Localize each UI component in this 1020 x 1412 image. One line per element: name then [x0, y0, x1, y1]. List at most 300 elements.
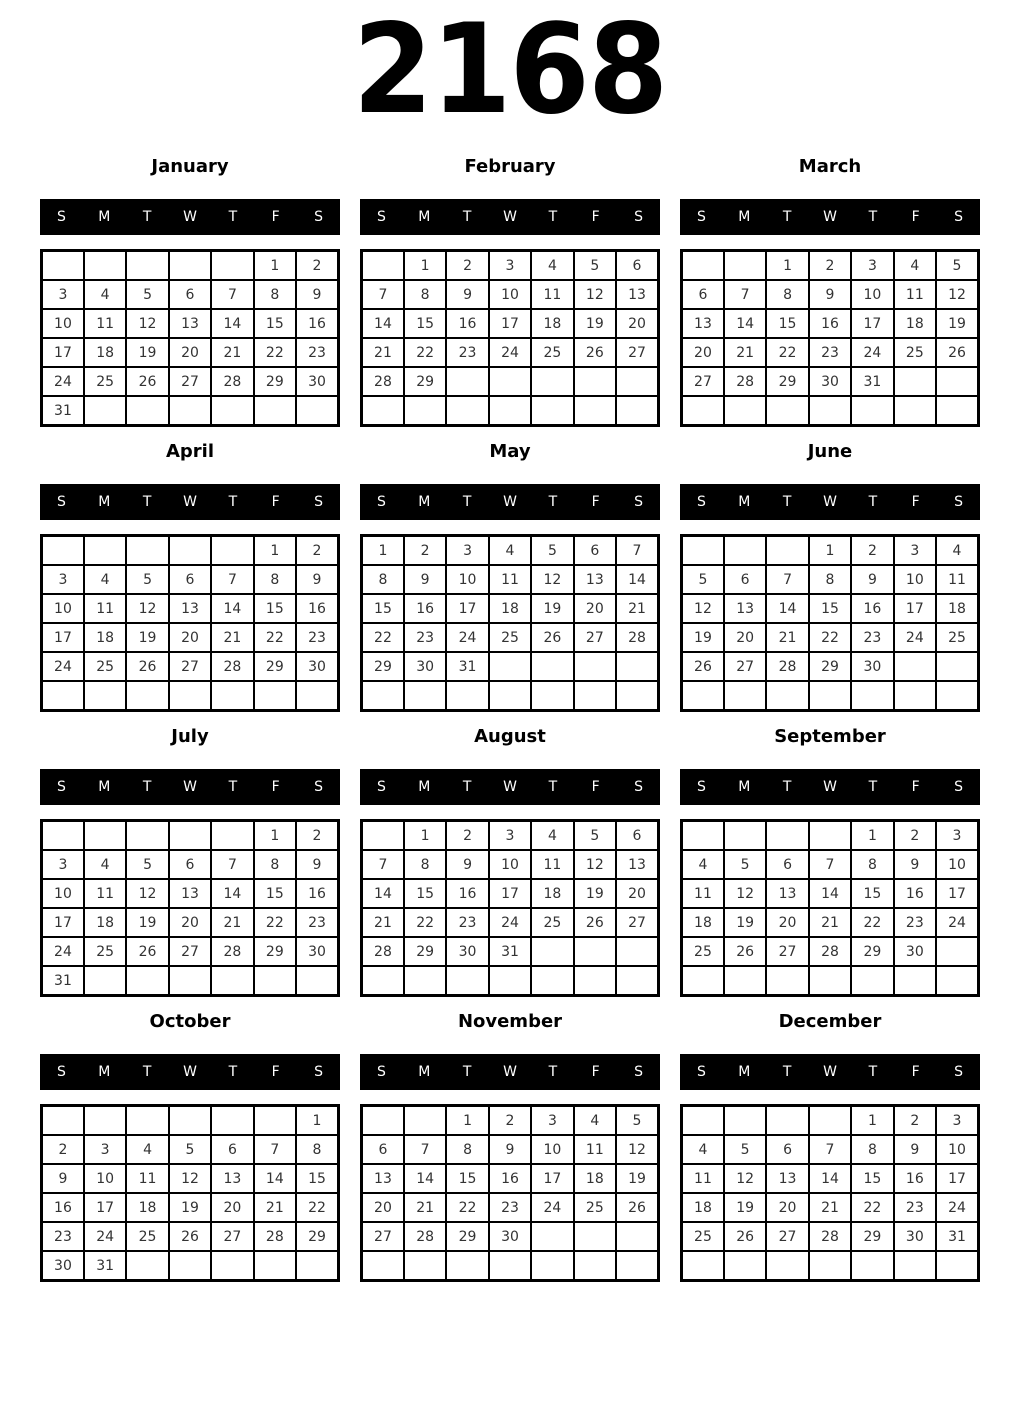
weekday-header-row — [680, 1054, 980, 1090]
day-cell: 29 — [404, 937, 446, 966]
day-cell: 22 — [851, 1193, 893, 1222]
weekday-label: W — [823, 1064, 837, 1080]
weekday-label: T — [142, 779, 152, 795]
week-row — [682, 821, 979, 851]
day-cell: 4 — [489, 536, 531, 566]
day-cell-empty — [531, 937, 573, 966]
day-cell: 6 — [766, 1135, 808, 1164]
day-cell: 3 — [489, 251, 531, 281]
day-cell: 14 — [809, 1164, 851, 1193]
day-cell: 22 — [809, 623, 851, 652]
day-cell: 5 — [126, 850, 168, 879]
week-row — [682, 1135, 979, 1164]
week-row — [42, 1193, 339, 1222]
week-row — [362, 536, 659, 566]
day-cell: 1 — [254, 251, 296, 281]
day-cell: 3 — [894, 536, 936, 566]
day-cell-empty — [531, 1222, 573, 1251]
day-cell-empty — [446, 681, 488, 711]
day-cell: 8 — [446, 1135, 488, 1164]
day-cell: 11 — [682, 1164, 724, 1193]
weekday-label: M — [418, 779, 431, 795]
day-cell: 27 — [574, 623, 616, 652]
week-row — [682, 966, 979, 996]
day-cell: 9 — [42, 1164, 84, 1193]
weekday-header-row — [680, 199, 980, 235]
day-cell: 15 — [851, 879, 893, 908]
week-row — [682, 1222, 979, 1251]
weekday-label: M — [98, 209, 111, 225]
day-cell: 23 — [296, 908, 338, 937]
weekday-header-row — [360, 1054, 660, 1090]
day-cell: 26 — [616, 1193, 658, 1222]
week-row — [42, 821, 339, 851]
week-row — [362, 1106, 659, 1136]
day-cell: 28 — [809, 937, 851, 966]
month-date-grid — [680, 819, 980, 997]
day-cell: 18 — [84, 338, 126, 367]
weekday-label: S — [634, 209, 644, 225]
day-cell: 20 — [169, 908, 211, 937]
day-cell-empty — [296, 966, 338, 996]
day-cell-empty — [169, 1251, 211, 1281]
month-date-grid — [40, 1104, 340, 1282]
day-cell: 18 — [682, 1193, 724, 1222]
day-cell: 28 — [724, 367, 766, 396]
day-cell: 8 — [809, 565, 851, 594]
day-cell: 1 — [362, 536, 404, 566]
weekday-label: S — [376, 494, 386, 510]
day-cell: 24 — [894, 623, 936, 652]
day-cell: 25 — [84, 937, 126, 966]
day-cell-empty — [362, 681, 404, 711]
day-cell: 3 — [42, 280, 84, 309]
day-cell-empty — [489, 966, 531, 996]
day-cell: 19 — [531, 594, 573, 623]
day-cell: 26 — [574, 338, 616, 367]
day-cell-empty — [169, 821, 211, 851]
day-cell: 18 — [531, 879, 573, 908]
day-cell: 26 — [574, 908, 616, 937]
week-row — [42, 652, 339, 681]
day-cell-empty — [254, 1106, 296, 1136]
day-cell: 12 — [936, 280, 978, 309]
day-cell-empty — [446, 367, 488, 396]
day-cell: 9 — [894, 1135, 936, 1164]
week-row — [362, 908, 659, 937]
day-cell: 13 — [211, 1164, 253, 1193]
day-cell-empty — [254, 681, 296, 711]
day-cell: 19 — [724, 1193, 766, 1222]
day-cell: 18 — [84, 908, 126, 937]
day-cell: 15 — [809, 594, 851, 623]
weekday-label: S — [634, 1064, 644, 1080]
week-row — [362, 280, 659, 309]
day-cell: 12 — [126, 879, 168, 908]
day-cell: 13 — [362, 1164, 404, 1193]
day-cell: 2 — [296, 821, 338, 851]
day-cell: 1 — [446, 1106, 488, 1136]
month-date-grid-body — [682, 251, 979, 426]
day-cell: 6 — [362, 1135, 404, 1164]
day-cell: 12 — [616, 1135, 658, 1164]
day-cell: 16 — [851, 594, 893, 623]
day-cell-empty — [489, 367, 531, 396]
day-cell-empty — [169, 681, 211, 711]
day-cell: 23 — [809, 338, 851, 367]
day-cell: 28 — [404, 1222, 446, 1251]
weekday-label: T — [782, 209, 792, 225]
day-cell: 6 — [724, 565, 766, 594]
day-cell-empty — [362, 1106, 404, 1136]
day-cell: 24 — [42, 652, 84, 681]
day-cell-empty — [169, 396, 211, 426]
weekday-label: W — [503, 779, 517, 795]
day-cell: 23 — [404, 623, 446, 652]
week-row — [42, 594, 339, 623]
day-cell-empty — [531, 681, 573, 711]
day-cell: 7 — [766, 565, 808, 594]
day-cell: 21 — [254, 1193, 296, 1222]
week-row — [42, 396, 339, 426]
day-cell: 26 — [126, 652, 168, 681]
month-february — [360, 156, 660, 427]
week-row — [362, 594, 659, 623]
day-cell: 8 — [404, 280, 446, 309]
day-cell-empty — [809, 1251, 851, 1281]
day-cell: 10 — [42, 879, 84, 908]
day-cell-empty — [574, 681, 616, 711]
day-cell: 25 — [531, 908, 573, 937]
day-cell-empty — [936, 966, 978, 996]
day-cell: 6 — [682, 280, 724, 309]
week-row — [42, 1135, 339, 1164]
day-cell-empty — [936, 367, 978, 396]
weekday-label: W — [183, 494, 197, 510]
day-cell: 3 — [531, 1106, 573, 1136]
day-cell: 17 — [42, 908, 84, 937]
day-cell: 20 — [362, 1193, 404, 1222]
month-date-grid-body — [362, 1106, 659, 1281]
week-row — [682, 338, 979, 367]
day-cell-empty — [682, 396, 724, 426]
day-cell-empty — [84, 1106, 126, 1136]
day-cell: 24 — [446, 623, 488, 652]
day-cell: 1 — [254, 821, 296, 851]
weekday-label: W — [183, 209, 197, 225]
day-cell: 19 — [616, 1164, 658, 1193]
month-date-grid — [360, 249, 660, 427]
day-cell: 3 — [851, 251, 893, 281]
day-cell-empty — [682, 536, 724, 566]
day-cell: 3 — [84, 1135, 126, 1164]
month-date-grid — [680, 534, 980, 712]
day-cell: 15 — [254, 309, 296, 338]
weekday-label: T — [462, 779, 472, 795]
day-cell: 26 — [169, 1222, 211, 1251]
day-cell: 27 — [169, 937, 211, 966]
day-cell: 18 — [894, 309, 936, 338]
day-cell-empty — [531, 396, 573, 426]
day-cell: 20 — [616, 879, 658, 908]
day-cell-empty — [894, 396, 936, 426]
month-date-grid-body — [42, 251, 339, 426]
day-cell: 5 — [169, 1135, 211, 1164]
day-cell: 7 — [211, 850, 253, 879]
weekday-header-row — [40, 769, 340, 805]
day-cell: 2 — [42, 1135, 84, 1164]
day-cell: 5 — [616, 1106, 658, 1136]
day-cell: 2 — [894, 1106, 936, 1136]
week-row — [362, 1135, 659, 1164]
day-cell-empty — [84, 536, 126, 566]
day-cell: 22 — [362, 623, 404, 652]
day-cell-empty — [574, 937, 616, 966]
day-cell: 14 — [616, 565, 658, 594]
day-cell: 30 — [809, 367, 851, 396]
day-cell: 6 — [169, 565, 211, 594]
weekday-label: S — [634, 494, 644, 510]
day-cell: 24 — [489, 908, 531, 937]
day-cell-empty — [809, 966, 851, 996]
day-cell: 17 — [42, 623, 84, 652]
day-cell-empty — [211, 536, 253, 566]
day-cell: 13 — [682, 309, 724, 338]
week-row — [682, 937, 979, 966]
day-cell: 13 — [616, 280, 658, 309]
day-cell-empty — [126, 821, 168, 851]
day-cell: 25 — [682, 937, 724, 966]
day-cell-empty — [616, 966, 658, 996]
day-cell: 22 — [851, 908, 893, 937]
weekday-label: S — [56, 1064, 66, 1080]
day-cell: 25 — [574, 1193, 616, 1222]
day-cell-empty — [404, 396, 446, 426]
day-cell-empty — [254, 966, 296, 996]
day-cell-empty — [84, 251, 126, 281]
day-cell: 8 — [296, 1135, 338, 1164]
day-cell-empty — [682, 821, 724, 851]
day-cell: 27 — [169, 652, 211, 681]
day-cell: 15 — [404, 879, 446, 908]
day-cell: 20 — [724, 623, 766, 652]
day-cell-empty — [126, 1251, 168, 1281]
day-cell: 10 — [851, 280, 893, 309]
day-cell-empty — [296, 681, 338, 711]
day-cell: 30 — [404, 652, 446, 681]
month-date-grid-body — [362, 821, 659, 996]
month-april — [40, 441, 340, 712]
day-cell-empty — [84, 966, 126, 996]
month-september — [680, 726, 980, 997]
day-cell: 9 — [404, 565, 446, 594]
day-cell: 27 — [682, 367, 724, 396]
day-cell-empty — [809, 1106, 851, 1136]
day-cell: 24 — [936, 1193, 978, 1222]
day-cell: 9 — [296, 565, 338, 594]
day-cell: 22 — [404, 338, 446, 367]
day-cell: 23 — [446, 908, 488, 937]
month-date-grid — [40, 534, 340, 712]
day-cell: 25 — [936, 623, 978, 652]
month-july — [40, 726, 340, 997]
day-cell: 2 — [894, 821, 936, 851]
weekday-label: S — [56, 779, 66, 795]
day-cell: 8 — [851, 850, 893, 879]
day-cell: 27 — [616, 338, 658, 367]
week-row — [362, 367, 659, 396]
weekday-label: M — [418, 1064, 431, 1080]
day-cell-empty — [894, 1251, 936, 1281]
month-date-grid-body — [362, 251, 659, 426]
day-cell-empty — [851, 396, 893, 426]
day-cell: 31 — [446, 652, 488, 681]
month-january — [40, 156, 340, 427]
weekday-label: S — [954, 209, 964, 225]
day-cell-empty — [404, 1251, 446, 1281]
day-cell: 6 — [211, 1135, 253, 1164]
weekday-label: S — [376, 1064, 386, 1080]
day-cell: 10 — [446, 565, 488, 594]
week-row — [42, 1222, 339, 1251]
day-cell-empty — [84, 821, 126, 851]
day-cell-empty — [211, 1251, 253, 1281]
weekday-label: T — [142, 209, 152, 225]
day-cell: 2 — [296, 251, 338, 281]
day-cell-empty — [851, 966, 893, 996]
weekday-label: S — [954, 494, 964, 510]
week-row — [682, 681, 979, 711]
day-cell-empty — [724, 536, 766, 566]
month-title: June — [807, 441, 853, 462]
day-cell: 1 — [404, 821, 446, 851]
day-cell-empty — [362, 966, 404, 996]
weekday-label: S — [56, 494, 66, 510]
day-cell: 25 — [489, 623, 531, 652]
week-row — [682, 536, 979, 566]
day-cell-empty — [574, 966, 616, 996]
day-cell: 11 — [84, 879, 126, 908]
day-cell: 23 — [42, 1222, 84, 1251]
day-cell: 1 — [851, 821, 893, 851]
day-cell-empty — [362, 251, 404, 281]
day-cell: 22 — [254, 908, 296, 937]
day-cell: 5 — [126, 280, 168, 309]
day-cell: 17 — [894, 594, 936, 623]
day-cell: 28 — [362, 367, 404, 396]
month-title: November — [457, 1011, 563, 1032]
day-cell: 12 — [724, 1164, 766, 1193]
day-cell: 5 — [574, 821, 616, 851]
month-title: September — [774, 726, 886, 747]
weekday-label: T — [868, 779, 878, 795]
month-date-grid-body — [682, 821, 979, 996]
day-cell-empty — [404, 966, 446, 996]
day-cell: 23 — [894, 908, 936, 937]
day-cell: 16 — [446, 309, 488, 338]
day-cell: 12 — [574, 850, 616, 879]
week-row — [682, 1164, 979, 1193]
week-row — [362, 879, 659, 908]
day-cell: 22 — [446, 1193, 488, 1222]
day-cell-empty — [42, 821, 84, 851]
day-cell: 29 — [254, 652, 296, 681]
day-cell: 16 — [296, 879, 338, 908]
day-cell-empty — [766, 821, 808, 851]
year-title-text: 2168 — [353, 0, 667, 142]
day-cell: 8 — [766, 280, 808, 309]
week-row — [362, 821, 659, 851]
weekday-label: F — [271, 494, 280, 510]
week-row — [362, 251, 659, 281]
weekday-header-row — [680, 484, 980, 520]
day-cell: 11 — [84, 594, 126, 623]
day-cell-empty — [724, 681, 766, 711]
day-cell: 14 — [211, 594, 253, 623]
weekday-label: T — [782, 1064, 792, 1080]
day-cell: 30 — [489, 1222, 531, 1251]
day-cell-empty — [169, 536, 211, 566]
month-date-grid — [360, 534, 660, 712]
week-row — [362, 309, 659, 338]
day-cell: 2 — [851, 536, 893, 566]
day-cell: 18 — [531, 309, 573, 338]
week-row — [682, 1251, 979, 1281]
day-cell-empty — [616, 367, 658, 396]
day-cell: 5 — [724, 850, 766, 879]
day-cell: 22 — [254, 623, 296, 652]
weekday-label: S — [696, 209, 706, 225]
day-cell: 26 — [724, 1222, 766, 1251]
week-row — [362, 565, 659, 594]
weekday-label: F — [911, 209, 920, 225]
day-cell: 13 — [766, 879, 808, 908]
day-cell: 2 — [809, 251, 851, 281]
weekday-label: T — [462, 494, 472, 510]
week-row — [42, 565, 339, 594]
day-cell: 22 — [296, 1193, 338, 1222]
day-cell: 5 — [126, 565, 168, 594]
weekday-label: W — [183, 1064, 197, 1080]
day-cell: 31 — [42, 396, 84, 426]
day-cell: 7 — [404, 1135, 446, 1164]
day-cell: 17 — [42, 338, 84, 367]
day-cell: 9 — [809, 280, 851, 309]
week-row — [682, 1106, 979, 1136]
weekday-label: M — [418, 494, 431, 510]
weekday-label: F — [591, 209, 600, 225]
day-cell: 15 — [254, 879, 296, 908]
day-cell-empty — [531, 966, 573, 996]
weekday-label: W — [823, 779, 837, 795]
day-cell-empty — [616, 1222, 658, 1251]
day-cell: 7 — [362, 850, 404, 879]
day-cell: 10 — [531, 1135, 573, 1164]
day-cell: 7 — [362, 280, 404, 309]
week-row — [362, 623, 659, 652]
day-cell-empty — [126, 966, 168, 996]
day-cell: 19 — [724, 908, 766, 937]
month-title: December — [778, 1011, 882, 1032]
day-cell: 4 — [126, 1135, 168, 1164]
month-november — [360, 1011, 660, 1282]
day-cell-empty — [531, 367, 573, 396]
month-august — [360, 726, 660, 997]
day-cell-empty — [489, 681, 531, 711]
weekday-label: W — [183, 779, 197, 795]
day-cell-empty — [809, 396, 851, 426]
day-cell: 26 — [126, 937, 168, 966]
